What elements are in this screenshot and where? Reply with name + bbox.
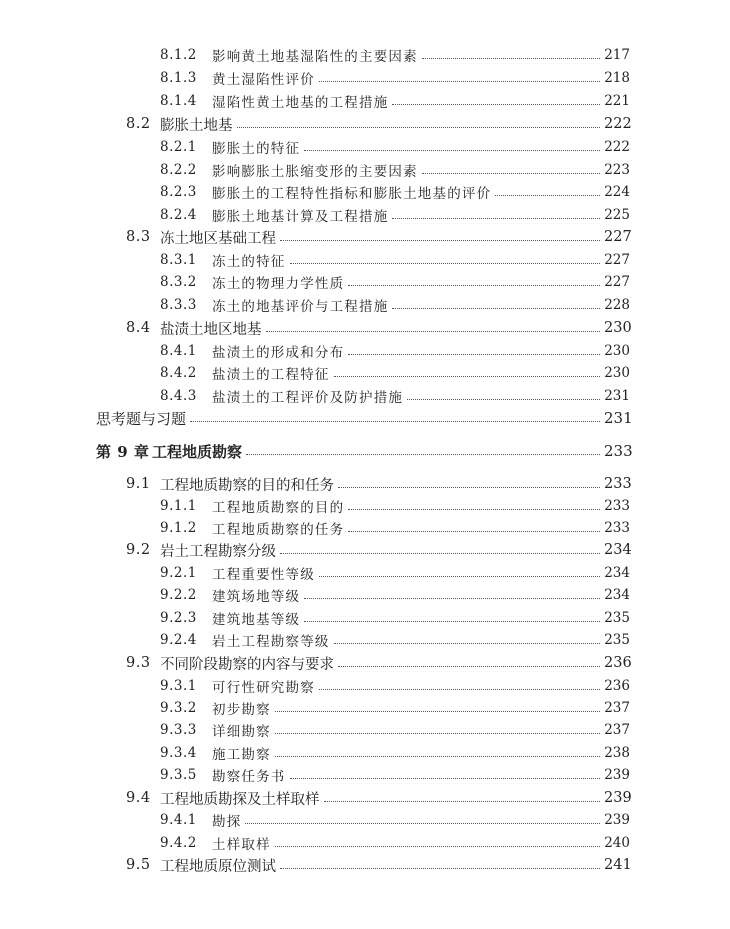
dot-leader — [280, 553, 600, 554]
dot-leader — [280, 868, 600, 869]
dot-leader — [338, 487, 600, 488]
entry-title: 勘察任务书 — [212, 769, 286, 785]
entry-number: 9.4 — [126, 790, 151, 806]
entry-page: 228 — [604, 297, 630, 313]
entry-title: 影响膨胀土胀缩变形的主要因素 — [212, 164, 418, 180]
entry-title: 冻土的物理力学性质 — [212, 276, 345, 292]
entry-page: 231 — [604, 409, 633, 427]
toc-entry — [0, 317, 730, 339]
entry-number: 9.1.2 — [160, 520, 197, 536]
entry-number: 9.2.3 — [160, 610, 197, 626]
dot-leader — [290, 778, 601, 779]
entry-page: 240 — [604, 835, 630, 851]
toc-entry — [0, 539, 730, 561]
toc-entry — [0, 271, 730, 293]
entry-title: 盐渍土的形成和分布 — [212, 345, 345, 361]
entry-number: 8.3.1 — [160, 252, 197, 268]
entry-page: 235 — [604, 632, 630, 648]
entry-page: 233 — [604, 442, 633, 460]
dot-leader — [348, 285, 600, 286]
entry-page: 233 — [604, 520, 630, 536]
entry-number: 9.2.1 — [160, 565, 197, 581]
dot-leader — [407, 399, 600, 400]
dot-leader — [304, 621, 600, 622]
entry-page: 222 — [604, 139, 630, 155]
entry-number: 9.1 — [126, 476, 151, 492]
toc-entry — [0, 832, 730, 854]
toc-chapter-heading — [0, 440, 730, 462]
entry-page: 234 — [604, 542, 632, 558]
entry-number: 8.3 — [126, 229, 151, 245]
entry-number: 8.3.3 — [160, 297, 197, 313]
entry-title: 建筑场地等级 — [212, 589, 301, 605]
toc-entry — [0, 362, 730, 384]
entry-title: 盐渍土的工程评价及防护措施 — [212, 390, 404, 406]
entry-number: 8.4.2 — [160, 365, 197, 381]
toc-entry — [0, 719, 730, 741]
chapter-number: 第 9 章 — [96, 442, 150, 461]
entry-title: 施工勘察 — [212, 747, 271, 763]
entry-number: 8.2.1 — [160, 139, 197, 155]
entry-page: 235 — [604, 610, 630, 626]
entry-title: 冻土的地基评价与工程措施 — [212, 299, 389, 315]
entry-title: 不同阶段勘察的内容与要求 — [160, 656, 334, 673]
toc-entry — [0, 495, 730, 517]
entry-title: 盐渍土地区地基 — [160, 321, 262, 338]
dot-leader — [495, 195, 600, 196]
entry-number: 8.2.4 — [160, 207, 197, 223]
toc-entry — [0, 652, 730, 674]
entry-number: 9.2 — [126, 542, 151, 558]
toc-entry — [0, 584, 730, 606]
entry-number: 9.3.3 — [160, 722, 197, 738]
dot-leader — [245, 823, 600, 824]
entry-title: 工程重要性等级 — [212, 567, 315, 583]
entry-number: 8.3.2 — [160, 274, 197, 290]
entry-title: 盐渍土的工程特征 — [212, 367, 330, 383]
dot-leader — [304, 150, 600, 151]
entry-title: 冻土地区基础工程 — [160, 230, 276, 247]
entry-number: 8.4.3 — [160, 388, 197, 404]
dot-leader — [334, 376, 600, 377]
entry-page: 224 — [604, 184, 630, 200]
entry-page: 233 — [604, 476, 632, 492]
dot-leader — [190, 421, 600, 422]
entry-title: 工程地质勘探及土样取样 — [160, 791, 320, 808]
entry-page: 222 — [604, 116, 632, 132]
entry-page: 239 — [604, 767, 630, 783]
dot-leader — [348, 354, 600, 355]
entry-page: 241 — [604, 857, 632, 873]
dot-leader — [422, 58, 600, 59]
dot-leader — [392, 218, 600, 219]
entry-page: 234 — [604, 565, 630, 581]
toc-entry — [0, 607, 730, 629]
toc-entry — [0, 159, 730, 181]
entry-number: 9.3.1 — [160, 678, 197, 694]
entry-number: 8.4.1 — [160, 343, 197, 359]
dot-leader — [319, 576, 600, 577]
entry-title: 黄土湿陷性评价 — [212, 72, 315, 88]
entry-title: 膨胀土地基计算及工程措施 — [212, 209, 389, 225]
entry-page: 227 — [604, 274, 630, 290]
entry-title: 岩土工程勘察等级 — [212, 634, 330, 650]
toc-entry — [0, 204, 730, 226]
toc-entry — [0, 764, 730, 786]
entry-page: 230 — [604, 343, 630, 359]
entry-number: 9.1.1 — [160, 498, 197, 514]
dot-leader — [280, 240, 600, 241]
toc-entry — [0, 854, 730, 876]
entry-page: 217 — [604, 47, 630, 63]
entry-number: 8.1.3 — [160, 70, 197, 86]
dot-leader — [290, 263, 601, 264]
entry-number: 8.1.4 — [160, 93, 197, 109]
toc-entry — [0, 294, 730, 316]
chapter-title: 工程地质勘察 — [152, 442, 243, 461]
toc-entry — [0, 90, 730, 112]
toc-entry — [0, 181, 730, 203]
entry-page: 221 — [604, 93, 630, 109]
toc-entry — [0, 113, 730, 135]
entry-number: 9.2.2 — [160, 587, 197, 603]
entry-number: 9.5 — [126, 857, 151, 873]
dot-leader — [348, 531, 600, 532]
entry-title: 建筑地基等级 — [212, 612, 301, 628]
entry-title: 膨胀土的工程特性指标和膨胀土地基的评价 — [212, 186, 492, 202]
entry-number: 8.1.2 — [160, 47, 197, 63]
toc-entry — [0, 473, 730, 495]
entry-page: 238 — [604, 745, 630, 761]
dot-leader — [392, 308, 600, 309]
dot-leader — [319, 689, 600, 690]
entry-number: 8.2.2 — [160, 162, 197, 178]
entry-title: 详细勘察 — [212, 724, 271, 740]
entry-number: 9.3.5 — [160, 767, 197, 783]
dot-leader — [275, 711, 600, 712]
toc-entry — [0, 517, 730, 539]
entry-title: 工程地质勘察的任务 — [212, 522, 345, 538]
entry-number: 9.3.4 — [160, 745, 197, 761]
dot-leader — [275, 756, 600, 757]
entry-page: 225 — [604, 207, 630, 223]
toc-entry — [0, 385, 730, 407]
toc-entry — [0, 249, 730, 271]
toc-entry — [0, 562, 730, 584]
entry-title: 工程地质原位测试 — [160, 858, 276, 875]
entry-title: 可行性研究勘察 — [212, 680, 315, 696]
entry-page: 239 — [604, 812, 630, 828]
entry-page: 223 — [604, 162, 630, 178]
toc-entry — [0, 226, 730, 248]
dot-leader — [237, 127, 601, 128]
entry-page: 230 — [604, 320, 632, 336]
dot-leader — [324, 801, 601, 802]
toc-entry-review — [0, 407, 730, 429]
entry-page: 236 — [604, 678, 630, 694]
entry-number: 9.3.2 — [160, 700, 197, 716]
entry-title: 湿陷性黄土地基的工程措施 — [212, 95, 389, 111]
entry-number: 9.3 — [126, 655, 151, 671]
dot-leader — [338, 666, 600, 667]
toc-entry — [0, 675, 730, 697]
dot-leader — [392, 104, 600, 105]
toc-entry — [0, 44, 730, 66]
dot-leader — [266, 331, 601, 332]
entry-page: 236 — [604, 655, 632, 671]
dot-leader — [304, 598, 600, 599]
entry-number: 8.2 — [126, 116, 151, 132]
dot-leader — [319, 81, 600, 82]
dot-leader — [348, 509, 600, 510]
entry-title: 工程地质勘察的目的 — [212, 500, 345, 516]
entry-page: 231 — [604, 388, 630, 404]
entry-number: 9.2.4 — [160, 632, 197, 648]
entry-title: 工程地质勘察的目的和任务 — [160, 477, 334, 494]
toc-entry — [0, 629, 730, 651]
entry-page: 227 — [604, 229, 632, 245]
entry-title: 膨胀土地基 — [160, 117, 233, 134]
entry-page: 234 — [604, 587, 630, 603]
entry-page: 237 — [604, 722, 630, 738]
entry-number: 8.2.3 — [160, 184, 197, 200]
dot-leader — [275, 846, 600, 847]
entry-title: 勘探 — [212, 814, 242, 830]
dot-leader — [422, 173, 600, 174]
entry-number: 8.4 — [126, 320, 151, 336]
entry-page: 218 — [604, 70, 630, 86]
entry-page: 230 — [604, 365, 630, 381]
entry-number: 9.4.1 — [160, 812, 197, 828]
entry-page: 237 — [604, 700, 630, 716]
toc-entry — [0, 742, 730, 764]
dot-leader — [246, 454, 600, 455]
entry-title: 土样取样 — [212, 837, 271, 853]
entry-number: 9.4.2 — [160, 835, 197, 851]
dot-leader — [275, 733, 600, 734]
toc-entry — [0, 67, 730, 89]
toc-entry — [0, 809, 730, 831]
toc-entry — [0, 136, 730, 158]
toc-entry — [0, 787, 730, 809]
toc-entry — [0, 340, 730, 362]
entry-title: 初步勘察 — [212, 702, 271, 718]
entry-title: 岩土工程勘察分级 — [160, 543, 276, 560]
entry-page: 227 — [604, 252, 630, 268]
entry-title: 膨胀土的特征 — [212, 141, 301, 157]
dot-leader — [334, 643, 600, 644]
entry-title: 冻土的特征 — [212, 254, 286, 270]
toc-entry — [0, 697, 730, 719]
entry-title: 影响黄土地基湿陷性的主要因素 — [212, 49, 418, 65]
entry-page: 239 — [604, 790, 632, 806]
entry-page: 233 — [604, 498, 630, 514]
entry-title: 思考题与习题 — [96, 409, 187, 428]
